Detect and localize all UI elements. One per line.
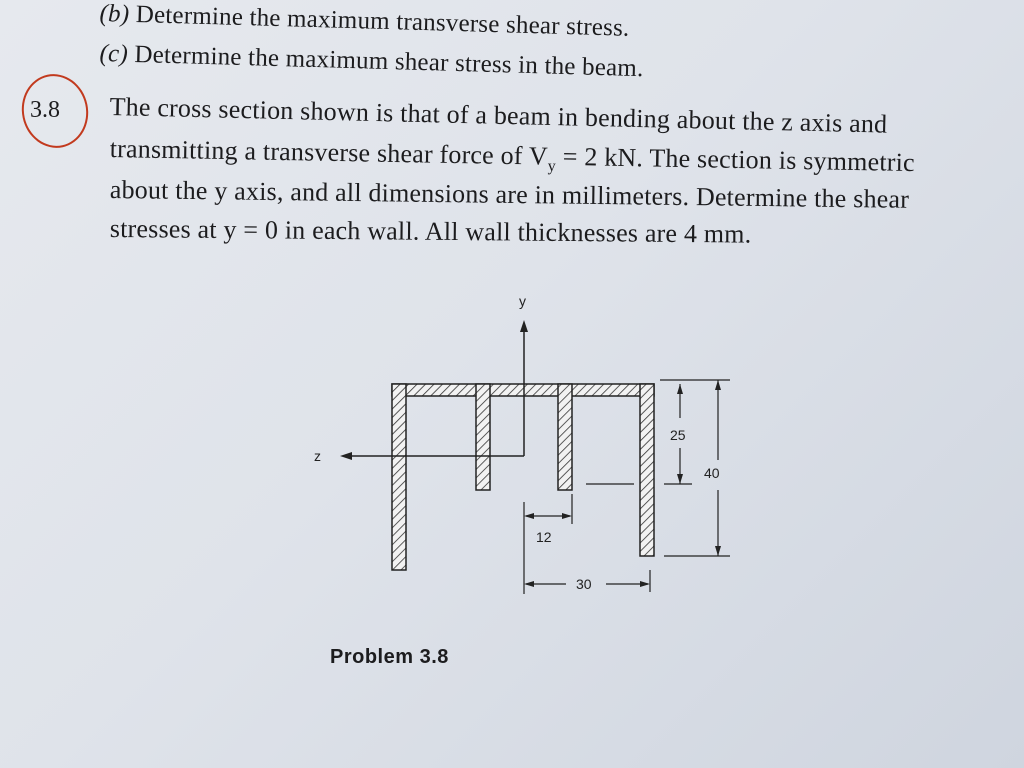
problem-line-1: The cross section shown is that of a beam in bending about the z axis and — [109, 92, 888, 139]
dim-arrow-icon — [715, 380, 721, 390]
left-inner-web — [476, 384, 490, 490]
dim-arrow-icon — [640, 581, 650, 587]
dimension-25: 25 — [670, 427, 686, 443]
problem-number: 3.8 — [30, 97, 60, 123]
dim-arrow-icon — [677, 474, 683, 484]
z-axis-arrow-icon — [340, 452, 352, 460]
item-c — [99, 40, 644, 83]
dimension-30: 30 — [576, 576, 592, 592]
dim-arrow-icon — [524, 581, 534, 587]
item-b — [99, 0, 630, 43]
item-b-text: Determine the maximum transverse shear stress. — [135, 1, 630, 42]
problem-line-4: stresses at y = 0 in each wall. All wall thicknesses are 4 mm. — [109, 214, 752, 249]
left-outer-wall — [392, 384, 406, 570]
dim-arrow-icon — [715, 546, 721, 556]
dimension-12: 12 — [536, 529, 552, 545]
section-walls — [392, 384, 654, 570]
top-flange — [392, 384, 654, 396]
problem-line-2-start: transmitting a transverse shear force of V — [109, 134, 549, 171]
item-c-text: Determine the maximum shear stress in the beam. — [134, 40, 644, 83]
item-c-label: (c) — [99, 40, 129, 68]
y-axis-label: y — [519, 293, 526, 309]
right-inner-web — [558, 384, 572, 490]
right-outer-wall — [640, 384, 654, 556]
problem-line-2-end: = 2 kN. The section is symmetric — [555, 141, 916, 178]
dim-arrow-icon — [677, 384, 683, 394]
cross-section-figure — [300, 280, 760, 620]
y-axis-arrow-icon — [520, 320, 528, 332]
dim-arrow-icon — [562, 513, 572, 519]
problem-line-2 — [109, 134, 915, 182]
z-axis-label: z — [314, 448, 321, 464]
shear-subscript: y — [547, 157, 557, 175]
dimension-40: 40 — [704, 465, 720, 481]
figure-caption: Problem 3.8 — [330, 646, 449, 668]
dim-arrow-icon — [524, 513, 534, 519]
problem-line-3: about the y axis, and all dimensions are in millimeters. Determine the shear — [109, 175, 910, 214]
item-b-label: (b) — [99, 0, 130, 28]
